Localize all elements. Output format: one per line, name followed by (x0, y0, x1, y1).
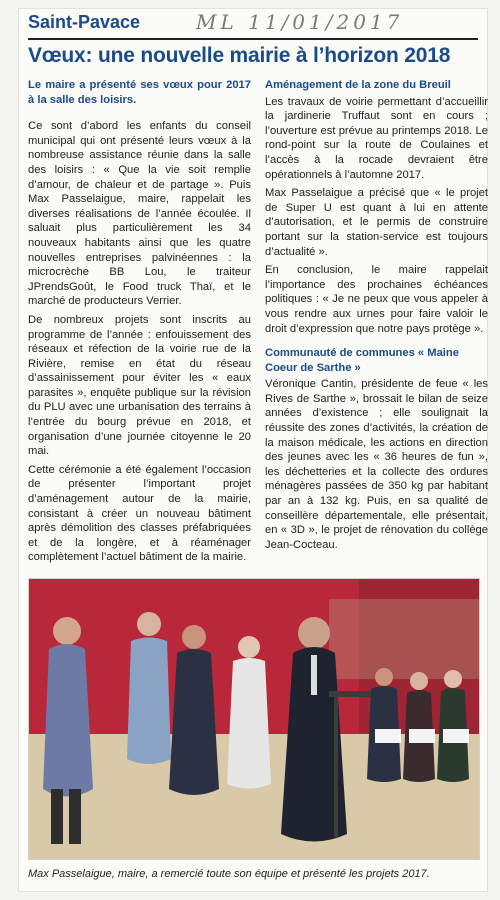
photo-caption: Max Passelaigue, maire, a remercié toute son équipe et présenté les projets 2017. (28, 868, 430, 880)
left-paragraph-3: Cette cérémonie a été également l’occasion de présenter l’important projet d’aménagement autour de la mairie, consistant à créer un nouveau bâtiment après démolition des classes préfabriquées et de la longère, et à réaménager complètement l’actuel bâtiment de la mairie. (28, 463, 251, 564)
right-paragraph-1: Les travaux de voirie permettant d’accueillir la jardinerie Truffaut sont en cours ; l’ouverture est prévue au printemps 2018. Le rond-point sur la route de Coulaines et l’accès à la rocade devraient être opérationnels à l’automne 2017. (265, 95, 488, 181)
background-door (329, 599, 479, 679)
right-paragraph-3: En conclusion, le maire rappelait l’importance des prochaines échéances politiques : « Je ne peux que vous appeler à vous rendre aux urnes pour faire valoir le droit d’expression que notre pays protège ». (265, 264, 488, 335)
subhead-breuil: Aménagement de la zone du Breuil (265, 79, 451, 91)
article-columns (28, 78, 488, 572)
right-paragraph-4: Véronique Cantin, présidente de feue « les Rives de Sarthe », brossait le bilan de seize années d’existence ; elle soulignait la réussite des zones d’activités, la création de la maison médicale, les actions en direction des jeunes avec les « 36 heures de fun », les déchetteries et la collecte des ordures ménagères passées de 350 kg par habitant par an à 132 kg. Puis, en sa qualité de conseillère départementale, elle présentait, en « 3D », le projet de rénovation du collège Jean-Cocteau. (265, 378, 488, 551)
newspaper-clipping (18, 8, 488, 892)
lead-paragraph: Le maire a présenté ses vœux pour 2017 à la salle des loisirs. (28, 79, 251, 106)
handwritten-date-note: ML 11/01/2017 (196, 10, 404, 34)
subhead-communaute: Communauté de communes « Maine Coeur de Sarthe » (265, 347, 459, 374)
left-paragraph-2: De nombreux projets sont inscrits au programme de l’année : enfouissement des réseaux et réfection de la voirie rue de la Rivière, remise en état du réseau d’assainissement pour éviter les « eaux parasites », enquête publique sur la révision du PLU avec une urbanisation des terrains à l’entrée du bourg prévue en 2018, et organisation d’une journée citoyenne le 20 mai. (28, 313, 251, 458)
right-column (265, 78, 488, 556)
left-paragraph-1: Ce sont d’abord les enfants du conseil municipal qui ont présenté leurs vœux à la nombreuse assistance réunie dans la salle des loisirs : « Que la vie soit remplie d’amour, de chaleur et de partage ». Puis Max Passelaigue, maire, rappelait les diverses réalisations de l’année écoulée. Il saluait plus particulièrement les 34 nouveaux habitants ainsi que les quatre nouvelles entreprises palvinéennes : la microcrèche BB Lou, le traiteur JPrendsGoût, le Food truck Thaï, et le marché de producteurs Verrier. (28, 120, 251, 308)
right-paragraph-2: Max Passelaigue a précisé que « le projet de Super U est quant à lui en attente d’autorisation, et le permis de construire portant sur la station-service est toujours d’actualité ». (265, 187, 488, 258)
kids-group (367, 668, 469, 782)
section-label: Saint-Pavace (28, 12, 141, 32)
article-title: Vœux: une nouvelle mairie à l’horizon 2018 (28, 44, 451, 67)
left-column (28, 78, 251, 569)
event-photo-illustration (29, 579, 479, 859)
papers (375, 729, 469, 743)
masthead (28, 12, 478, 40)
event-photo (28, 578, 480, 860)
